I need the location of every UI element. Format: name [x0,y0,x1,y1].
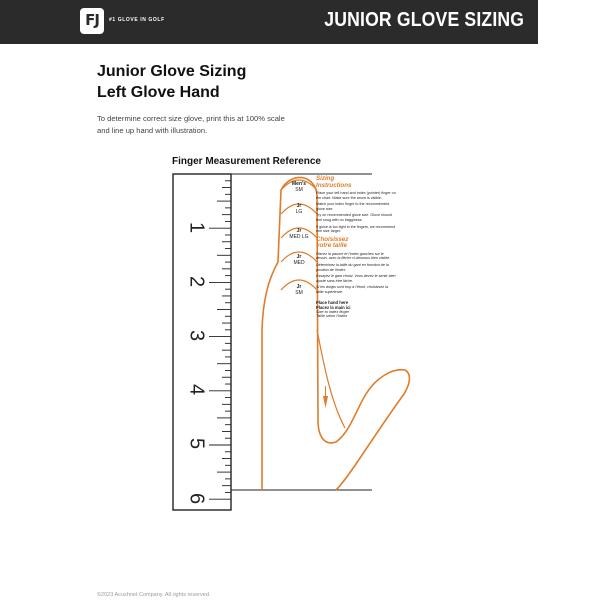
page-subtitle: Left Glove Hand [97,84,220,101]
size-label-mens-sm: Men's SM [292,181,306,193]
ruler-label-4: 4 [185,383,208,396]
instruction-fr-step: Déterminez la taille du gant en fonction de la position de l'index. [316,262,389,272]
reference-label: Finger Measurement Reference [172,156,321,167]
arrow-icon [323,396,328,408]
instruction-fr-step: Placez la paume et l'index gauches sur le dessin, avec la flèche ci-dessous bien visible. [316,251,391,261]
copyright-text: ©2023 Acushnet Company. All rights reserved. [97,592,211,598]
instructions-heading-fr-2: votre taille [316,242,347,250]
header-title: JUNIOR GLOVE SIZING [324,9,524,31]
size-label-jr-med-lg: Jr MED LG [289,228,309,240]
intro-line-2: and line up hand with illustration. [97,125,208,135]
page-title: Junior Glove Sizing [97,63,247,80]
ruler-label-2: 2 [185,275,208,288]
instruction-en-step: Try on recommended glove size. Glove should feel snug with no bagginess. [316,213,392,222]
instruction-en-step: Match your index finger to the recommended glove size. [316,202,390,211]
ruler-label-1: 1 [185,221,208,234]
instruction-fr-step: Si les doigts sont trop à l'étroit, choisissez la taille supérieure. [316,285,389,294]
size-label-jr-med: Jr MED [293,254,305,266]
size-note-en: Size to index finger [316,308,350,314]
instructions-heading-fr-1: Choisissez [316,235,349,243]
place-hand-en: Place hand here [316,299,349,305]
size-label-jr-lg: Jr LG [295,203,303,215]
logo-tagline: #1 GLOVE IN GOLF [109,17,165,23]
instruction-en-step: If glove is too tight in the fingers, we recommend one size larger. [316,224,396,234]
hand-finger-line [317,330,345,428]
place-hand-fr: Placez la main ici [316,304,351,310]
size-note-fr: Taille selon l'index [316,313,348,319]
ruler-label-6: 6 [185,492,208,505]
intro-line-1: To determine correct size glove, print this at 100% scale [97,114,285,123]
instructions-heading-en-2: Instructions [316,181,352,189]
ruler-label-3: 3 [185,329,208,342]
size-label-jr-sm: Jr SM [295,284,303,296]
instruction-fr-step: Essayez le gant choisi. Vous devez le sentir bien ajusté sans être lâche. [316,274,396,283]
instructions-panel [316,176,396,319]
logo-text: FJ [85,11,99,29]
instructions-heading-en-1: Sizing [316,175,335,182]
ruler-label-5: 5 [185,437,208,450]
instruction-en-step: Place your left hand and index (pointer) finger on the chart. Make sure the arrow is visible. [316,191,396,200]
